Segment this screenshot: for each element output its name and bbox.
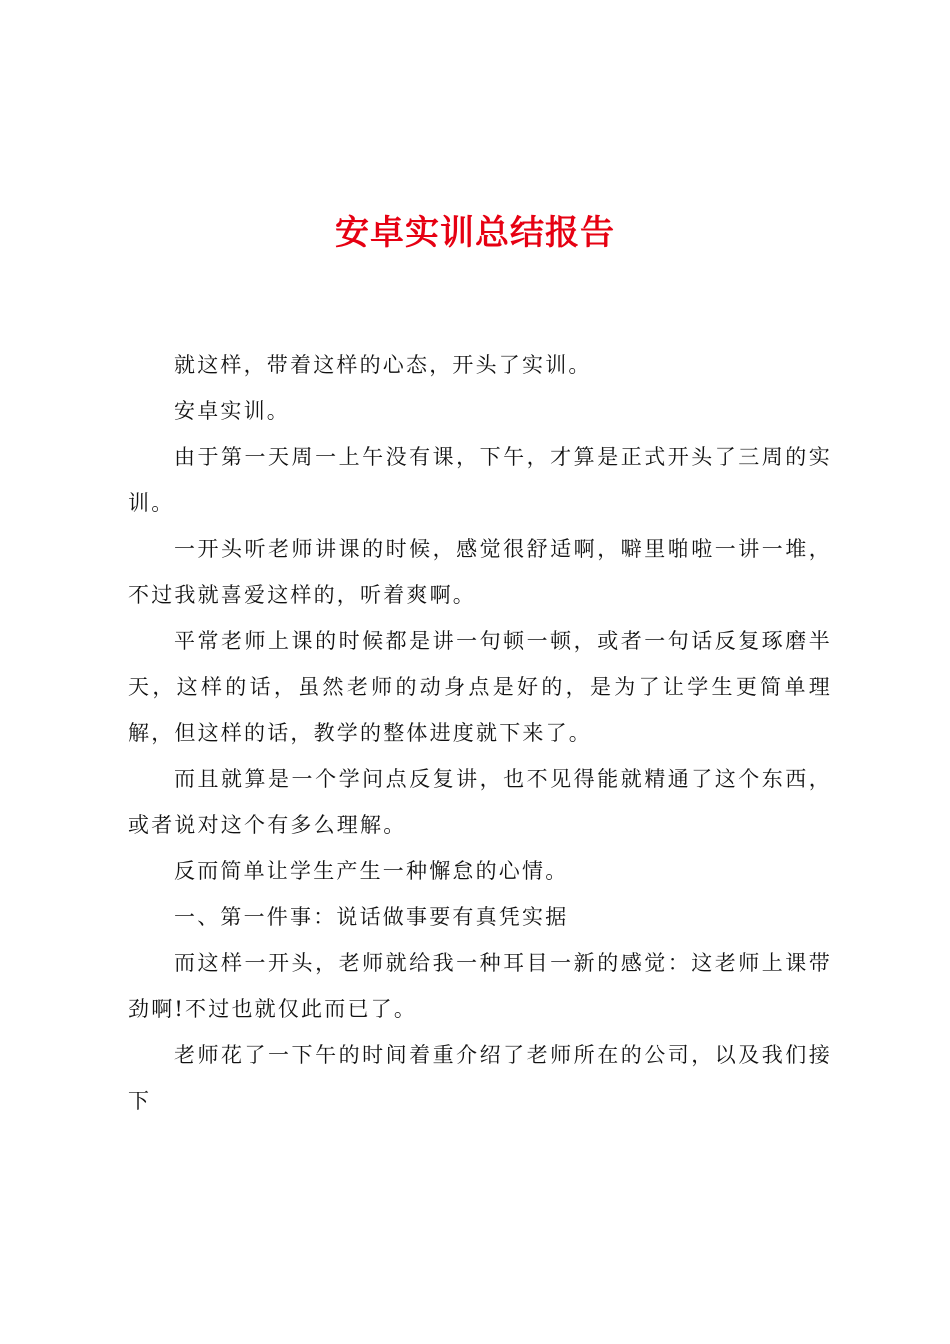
paragraph: 由于第一天周一上午没有课，下午，才算是正式开头了三周的实训。 — [128, 445, 832, 515]
document-body — [128, 342, 832, 1124]
paragraph: 就这样，带着这样的心态，开头了实训。 — [174, 353, 592, 377]
section-heading: 一、第一件事：说话做事要有真凭实据 — [174, 905, 569, 929]
paragraph: 安卓实训。 — [174, 399, 290, 423]
paragraph: 反而简单让学生产生一种懈怠的心情。 — [174, 859, 569, 883]
paragraph: 而这样一开头，老师就给我一种耳目一新的感觉：这老师上课带劲啊!不过也就仅此而已了。 — [128, 951, 832, 1021]
paragraph: 一开头听老师讲课的时候，感觉很舒适啊，噼里啪啦一讲一堆，不过我就喜爱这样的，听着爽啊。 — [128, 537, 832, 607]
paragraph: 平常老师上课的时候都是讲一句顿一顿，或者一句话反复琢磨半天，这样的话，虽然老师的动身点是好的，是为了让学生更简单理解，但这样的话，教学的整体进度就下来了。 — [128, 629, 832, 745]
paragraph: 老师花了一下午的时间着重介绍了老师所在的公司，以及我们接下 — [128, 1043, 832, 1113]
document-title: 安卓实训总结报告 — [335, 213, 615, 253]
paragraph: 而且就算是一个学问点反复讲，也不见得能就精通了这个东西，或者说对这个有多么理解。 — [128, 767, 832, 837]
